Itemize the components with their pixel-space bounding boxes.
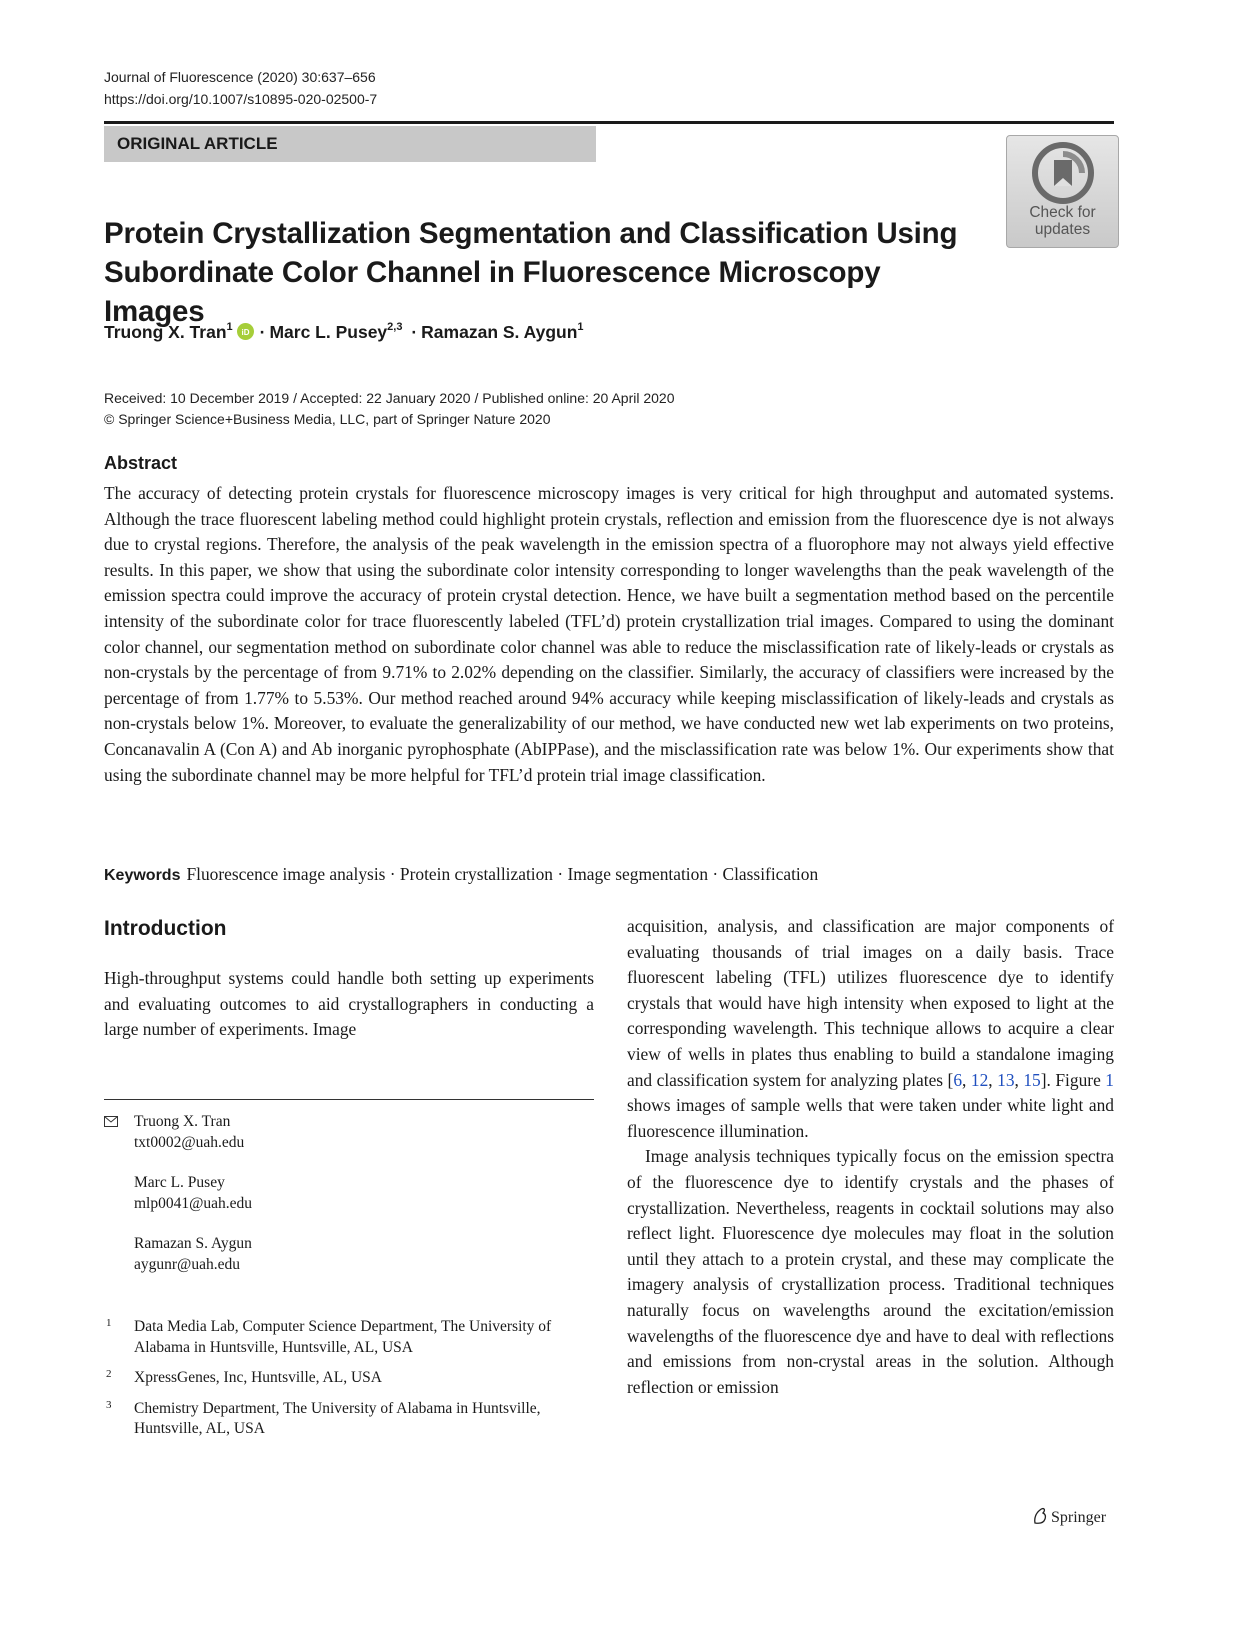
citation-link[interactable]: 15 — [1023, 1069, 1041, 1090]
intro-paragraph: Image analysis techniques typically focus on the emission spectra of the fluorescence dye to identify crystals and the phases of crystallization. Nevertheless, reagents in cocktail solutions may also reflect light. Fluorescence dye molecules may float in the solution until they attach to a protein crystal, and these may complicate the imagery analysis of crystallization process. Traditional techniques naturally focus on wavelengths around the excitation/emission wavelengths of the fluorescence dye and have to deal with reflections and emissions from non-crystal areas in the solution. Although reflection or emission — [627, 1146, 1114, 1397]
affiliation-entry — [104, 1317, 594, 1358]
paragraph-text: shows images of sample wells that were taken under white light and fluorescence illumination. — [627, 1095, 1114, 1141]
author-affiliation-sup: 1 — [226, 321, 233, 334]
publisher-name: Springer — [1051, 1509, 1107, 1526]
corresponding-contacts — [104, 1112, 594, 1295]
keywords — [104, 864, 818, 885]
journal-citation: Journal of Fluorescence (2020) 30:637–656 — [104, 69, 376, 85]
svg-text:iD: iD — [241, 328, 250, 337]
contact-email[interactable]: mlp0041@uah.edu — [134, 1194, 253, 1212]
publisher-logo — [1032, 1507, 1106, 1527]
affiliation-text: Chemistry Department, The University of Alabama in Huntsville, Huntsville, AL, USA — [134, 1399, 541, 1437]
check-updates-line1: Check for — [1029, 204, 1096, 221]
contact-name: Marc L. Pusey — [134, 1174, 225, 1191]
affiliation-text: XpressGenes, Inc, Huntsville, AL, USA — [134, 1369, 382, 1386]
orcid-icon[interactable] — [237, 323, 254, 345]
author-affiliation-sup: 1 — [577, 321, 584, 334]
author-list: Truong X. Tran$^1$ iD · Marc L. Pusey$^{2,3}$ · Ramazan S. Aygun$^1$ — [104, 322, 584, 345]
contact-name: Truong X. Tran — [134, 1113, 231, 1130]
abstract-text: The accuracy of detecting protein crystals for fluorescence microscopy images is very critical for high throughput and automated systems. Although the trace fluorescent labeling method could highlight protein crystals, reflection and emission from the fluorescence dye is not always due to crystal regions. Therefore, the analysis of the peak wavelength in the emission spectra of a fluorophore may not always yield effective results. In this paper, we show that using the subordinate color intensity corresponding to longer wavelengths than the peak wavelength of the emission spectra could improve the accuracy of protein crystal detection. Hence, we have built a segmentation method based on the percentile intensity of the subordinate color for trace fluorescently labeled (TFL’d) protein crystallization trial images. Compared to using the dominant color channel, our segmentation method on subordinate color channel was able to reduce the misclassification rate of likely-leads or crystals as non-crystals by the percentage of from 9.71% to 2.02% depending on the classifier. Similarly, the accuracy of classifiers were increased by the percentage of from 1.77% to 5.53%. Our method reached around 94% accuracy while keeping misclassification of likely-leads and crystals as non-crystals below 1%. Moreover, to evaluate the generalizability of our method, we have conducted new wet lab experiments on two proteins, Concanavalin A (Con A) and Ab inorganic pyrophosphate (AbIPPase), and the misclassification rate was below 1%. Our experiments show that using the subordinate channel may be more helpful for TFL’d protein trial image classification. — [104, 483, 1114, 785]
keywords-heading: Keywords — [104, 867, 181, 884]
article-type-banner: ORIGINAL ARTICLE — [104, 126, 596, 162]
intro-paragraph: acquisition, analysis, and classification are major components of evaluating thousands of trial images on a daily basis. Trace fluorescent labeling (TFL) utilizes fluorescence dye to identify crystals that would have high intensity when exposed to light at the corresponding wavelength. This technique allows to acquire a clear view of wells in plates thus enabling to build a standalone imaging and classification system for analyzing plates [6, 12, 13, 15]. Figure 1 shows images of sample wells that were taken under white light and fluorescence illumination. — [627, 916, 1114, 1141]
intro-paragraph: High-throughput systems could handle both setting up experiments and evaluating outcomes to aid crystallographers in conducting a large number of experiments. Image — [104, 968, 594, 1040]
title-line-2: Subordinate Color Channel in Fluorescence Microscopy Images — [104, 256, 881, 328]
envelope-icon — [104, 1116, 118, 1127]
citation-link[interactable]: 12 — [970, 1069, 989, 1090]
springer-horse-icon — [1032, 1507, 1048, 1525]
publication-dates — [104, 388, 675, 430]
affiliation-entry — [104, 1368, 594, 1389]
check-updates-icon — [1032, 142, 1094, 204]
affiliations — [104, 1317, 594, 1450]
check-updates-line2: updates — [1034, 221, 1091, 238]
contact-entry — [104, 1234, 594, 1275]
copyright-line: © Springer Science+Business Media, LLC, part of Springer Nature 2020 — [104, 411, 551, 427]
title-line-1: Protein Crystallization Segmentation and Classification Using — [104, 217, 958, 250]
author-name[interactable]: Ramazan S. Aygun — [421, 322, 578, 342]
contact-entry — [104, 1173, 594, 1214]
citation-link[interactable]: 13 — [997, 1069, 1015, 1090]
footnote-rule — [104, 1099, 594, 1100]
affiliation-text: Data Media Lab, Computer Science Department, The University of Alabama in Huntsville, Huntsville, AL, USA — [134, 1318, 552, 1356]
intro-right-column — [627, 914, 1114, 1400]
introduction-heading: Introduction — [104, 917, 227, 940]
keywords-text: Fluorescence image analysis · Protein crystallization · Image segmentation · Classification — [186, 864, 819, 884]
dates-line: Received: 10 December 2019 / Accepted: 22 January 2020 / Published online: 20 April 2020 — [104, 390, 675, 406]
citation-link[interactable]: 6 — [953, 1069, 963, 1090]
check-for-updates-button[interactable] — [1006, 135, 1119, 248]
doi-link[interactable]: https://doi.org/10.1007/s10895-020-02500-7 — [104, 91, 378, 107]
contact-email[interactable]: txt0002@uah.edu — [134, 1133, 245, 1151]
paragraph-text: acquisition, analysis, and classification are major components of evaluating thousands of trial images on a daily basis. Trace fluorescent labeling (TFL) utilizes fluorescence dye to identify crystals that would have high intensity when exposed to light at the corresponding wavelength. This technique allows to acquire a clear view of wells in plates thus enabling to build a standalone imaging and classification system for analyzing plates [ — [627, 916, 1114, 1090]
author-affiliation-sup: 2,3 — [387, 321, 403, 334]
affiliation-entry — [104, 1399, 594, 1440]
contact-email[interactable]: aygunr@uah.edu — [134, 1255, 240, 1273]
contact-entry — [104, 1112, 594, 1153]
contact-name: Ramazan S. Aygun — [134, 1235, 252, 1252]
affiliation-number: 3 — [106, 1398, 112, 1411]
abstract-heading: Abstract — [104, 453, 178, 473]
author-name[interactable]: Truong X. Tran — [104, 322, 227, 342]
affiliation-number: 2 — [106, 1368, 112, 1380]
figure-link[interactable]: 1 — [1105, 1069, 1114, 1090]
paragraph-text: ]. Figure — [1040, 1069, 1106, 1090]
header-rule — [104, 121, 1114, 124]
affiliation-number: 1 — [106, 1317, 112, 1329]
author-name[interactable]: Marc L. Pusey — [269, 322, 388, 342]
journal-header — [104, 66, 377, 110]
intro-left-column — [104, 966, 594, 1043]
